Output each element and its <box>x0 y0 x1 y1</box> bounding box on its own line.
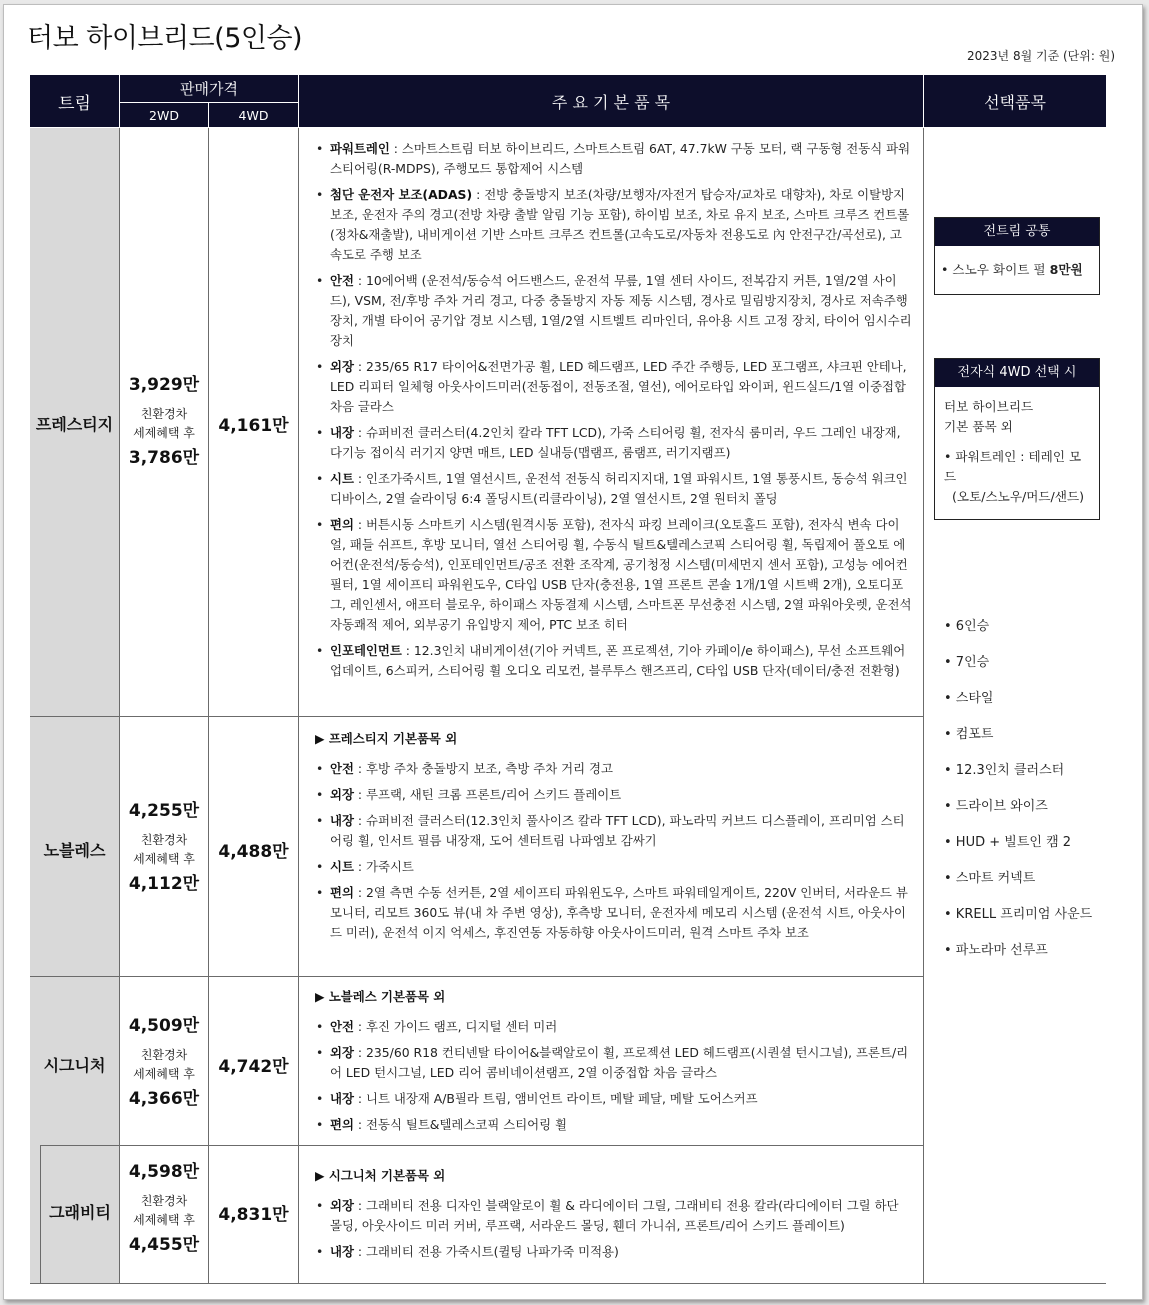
features-noblesse: ▶ 프레스티지 기본품목 외 • 안전 : 후방 주차 충돌방지 보조, 측방 주차 거리 경고 • 외장 : 루프랙, 새틴 크롬 프론트/리어 스키드 플레이트 • 내장 : 슈퍼비전 클러스터(12.3인치 풀사이즈 칼라 TFT LCD), 파노라믹 커브드 디스플레이, 프리미엄 스티어링 휠, 인서트 필름 내장재, 도어 센터트림 나파엠보 감싸기 • 시트 : 가죽시트 • 편의 : 2열 측면 수동 선커튼, 2열 세이프티 파워윈도우, 스마트 파워테일게이트, 220V 인버터, 서라운드 뷰 모니터, 리모트 360도 뷰(내 차 주변 영상), 후측방 모니터, 운전자세 메모리 시스템 (운전석 시트, 아웃사이드 미러), 운전석 이지 억세스, 후진연동 자동하향 아웃사이드미러, 원격 스마트 주차 보조 <box>301 729 913 949</box>
feature-item: • 외장 : 235/60 R18 컨티넨탈 타이어&블랙알로이 휠, 프로젝션 LED 헤드램프(시퀀셜 턴시그널), 프론트/리어 LED 턴시그널, LED 리어 콤비네이션램프, 2열 이중접합 차음 글라스 <box>301 1043 913 1083</box>
header-4wd: 4WD <box>209 103 298 127</box>
header-price: 판매가격 <box>120 75 298 102</box>
feature-item: • 시트 : 인조가죽시트, 1열 열선시트, 운전석 전동식 허리지지대, 1열 파워시트, 1열 통풍시트, 동승석 워크인 디바이스, 2열 슬라이딩 6:4 폴딩시트(리클라이닝), 2열 열선시트, 2열 원터치 폴딩 <box>301 469 913 509</box>
feature-item: • 외장 : 235/65 R17 타이어&전면가공 휠, LED 헤드램프, LED 주간 주행등, LED 포그램프, 샤크핀 안테나, LED 리피터 일체형 아웃사이드미러(전동접이, 전동조절, 열선), 에어로타입 와이퍼, 윈드실드/1열 이중접합 차음 글라스 <box>301 357 913 417</box>
option-item: • 스마트 커넥트 <box>944 871 1036 886</box>
header-features: 주 요 기 본 품 목 <box>299 75 923 127</box>
feature-item: • 내장 : 슈퍼비전 클러스터(4.2인치 칼라 TFT LCD), 가죽 스티어링 휠, 전자식 룸미러, 우드 그레인 내장재, 다기능 접이식 러기지 양면 매트, LED 실내등(맵램프, 룸램프, 러기지램프) <box>301 423 913 463</box>
price-2wd-noblesse: 4,255만 친환경차 세제혜택 후 4,112만 <box>128 801 200 894</box>
feature-item: • 첨단 운전자 보조(ADAS) : 전방 충돌방지 보조(차량/보행자/자전거 탑승자/교차로 대향차), 차로 이탈방지 보조, 운전자 주의 경고(전방 차량 출발 알림 기능 포함), 하이빔 보조, 차로 유지 보조, 스마트 크루즈 컨트롤(정차&재출발), 내비게이션 기반 스마트 크루즈 컨트롤(고속도로/자동차 전용도로 內 안전구간/곡선로), 고속도로 주행 보조 <box>301 185 913 265</box>
features-gravity: ▶ 시그니처 기본품목 외 • 외장 : 그래비티 전용 디자인 블랙알로이 휠 & 라디에이터 그릴, 그래비티 전용 칼라(라디에이터 그릴 하단 몰딩, 아웃사이드 미러 커버, 루프랙, 서라운드 몰딩, 휀더 가니쉬, 프론트/리어 스키드 플레이트) • 내장 : 그래비티 전용 가죽시트(퀼팅 나파가죽 미적용) <box>301 1166 913 1268</box>
page-title: 터보 하이브리드(5인승) <box>27 23 303 54</box>
price-2wd-signature: 4,509만 친환경차 세제혜택 후 4,366만 <box>128 1016 200 1109</box>
trim-name-prestige: 프레스티지 <box>35 415 114 434</box>
features-signature: ▶ 노블레스 기본품목 외 • 안전 : 후진 가이드 램프, 디지털 센터 미러 • 외장 : 235/60 R18 컨티넨탈 타이어&블랙알로이 휠, 프로젝션 LED 헤드램프(시퀀셜 턴시그널), 프론트/리어 LED 턴시그널, LED 리어 콤비네이션램프, 2열 이중접합 차음 글라스 • 내장 : 니트 내장재 A/B필라 트림, 앰비언트 라이트, 메탈 페달, 메탈 도어스커프 • 편의 : 전동식 틸트&텔레스코픽 스티어링 휠 <box>301 987 913 1141</box>
option-item: • 7인승 <box>944 655 990 670</box>
feature-item: • 편의 : 2열 측면 수동 선커튼, 2열 세이프티 파워윈도우, 스마트 파워테일게이트, 220V 인버터, 서라운드 뷰 모니터, 리모트 360도 뷰(내 차 주변 영상), 후측방 모니터, 운전자세 메모리 시스템 (운전석 시트, 아웃사이드 미러), 운전석 이지 억세스, 후진연동 자동하향 아웃사이드미러, 원격 스마트 주차 보조 <box>301 883 913 943</box>
price-2wd-gravity: 4,598만 친환경차 세제혜택 후 4,455만 <box>128 1162 200 1255</box>
header-trim: 트림 <box>30 75 119 127</box>
feature-item: • 편의 : 버튼시동 스마트키 시스템(원격시동 포함), 전자식 파킹 브레이크(오토홀드 포함), 전자식 변속 다이얼, 패들 쉬프트, 후방 모니터, 열선 스티어링 휠, 수동식 틸트&텔레스코픽 스티어링 휠, 독립제어 풀오토 에어컨(운전석/동승석), 인포테인먼트/공조 전환 조작계, 공기청정 시스템(미세먼지 센서 포함), 고성능 에어컨 필터, 1열 세이프티 파워윈도우, C타입 USB 단자(충전용, 1열 프론트 콘솔 1개/1열 시트백 2개), 오토디포그, 레인센서, 애프터 블로우, 하이패스 자동결제 시스템, 스마트폰 무선충전 시스템, 2열 파워아웃렛, 운전석 자동쾌적 제어, 외부공기 유입방지 제어, PTC 보조 히터 <box>301 515 913 635</box>
trim-name-gravity: 그래비티 <box>49 1203 111 1222</box>
date-basis: 2023년 8월 기준 (단위: 원) <box>967 49 1115 63</box>
header-options: 선택품목 <box>924 75 1106 127</box>
option-item: • 스타일 <box>944 691 994 706</box>
option-item: • HUD + 빌트인 캠 2 <box>944 835 1072 850</box>
feature-item: • 안전 : 후진 가이드 램프, 디지털 센터 미러 <box>301 1017 913 1037</box>
price-2wd-prestige: 3,929만 친환경차 세제혜택 후 3,786만 <box>128 375 200 468</box>
option-item: • KRELL 프리미엄 사운드 <box>944 907 1093 922</box>
option-item: • 12.3인치 클러스터 <box>944 763 1065 778</box>
trim-name-signature: 시그니처 <box>43 1056 106 1075</box>
trim-column <box>30 128 119 1283</box>
feature-item: • 외장 : 그래비티 전용 디자인 블랙알로이 휠 & 라디에이터 그릴, 그래비티 전용 칼라(라디에이터 그릴 하단 몰딩, 아웃사이드 미러 커버, 루프랙, 서라운드 몰딩, 휀더 가니쉬, 프론트/리어 스키드 플레이트) <box>301 1196 913 1236</box>
feature-item: • 외장 : 루프랙, 새틴 크롬 프론트/리어 스키드 플레이트 <box>301 785 913 805</box>
feature-item: • 안전 : 10에어백 (운전석/동승석 어드밴스드, 운전석 무릎, 1열 센터 사이드, 전복감지 커튼, 1열/2열 사이드), VSM, 전/후방 주차 거리 경고, 다중 충돌방지 자동 제동 시스템, 경사로 밀림방지장치, 경사로 저속주행장치, 개별 타이어 공기압 경보 시스템, 1열/2열 시트벨트 리마인더, 유아용 시트 고정 장치, 타이어 임시수리장치 <box>301 271 913 351</box>
feature-item: • 파워트레인 : 스마트스트림 터보 하이브리드, 스마트스트림 6AT, 47.7kW 구동 모터, 랙 구동형 전동식 파워스티어링(R-MDPS), 주행모드 통합제어 시스템 <box>301 139 913 179</box>
features-prestige <box>301 139 913 687</box>
price-4wd-prestige: 4,161만 <box>218 416 289 436</box>
option-item: • 드라이브 와이즈 <box>944 799 1048 814</box>
price-4wd-signature: 4,742만 <box>218 1057 289 1077</box>
price-4wd-gravity: 4,831만 <box>218 1205 289 1225</box>
option-list <box>944 616 1092 976</box>
header-2wd: 2WD <box>120 103 208 127</box>
price-4wd-noblesse: 4,488만 <box>218 842 289 862</box>
feature-item: • 편의 : 전동식 틸트&텔레스코픽 스티어링 휠 <box>301 1115 913 1135</box>
feature-item: • 내장 : 니트 내장재 A/B필라 트림, 앰비언트 라이트, 메탈 페달, 메탈 도어스커프 <box>301 1089 913 1109</box>
option-item: • 컴포트 <box>944 727 994 742</box>
option-box-4wd: 전자식 4WD 선택 시 터보 하이브리드 기본 품목 외 • 파워트레인 : 테레인 모드 (오토/스노우/머드/샌드) <box>934 358 1100 520</box>
option-box-title: 전트림 공통 <box>935 218 1099 246</box>
trim-name-noblesse: 노블레스 <box>43 841 106 860</box>
feature-item: • 내장 : 슈퍼비전 클러스터(12.3인치 풀사이즈 칼라 TFT LCD), 파노라믹 커브드 디스플레이, 프리미엄 스티어링 휠, 인서트 필름 내장재, 도어 센터트림 나파엠보 감싸기 <box>301 811 913 851</box>
feature-item: • 시트 : 가죽시트 <box>301 857 913 877</box>
feature-item: • 안전 : 후방 주차 충돌방지 보조, 측방 주차 거리 경고 <box>301 759 913 779</box>
option-box-all-trims: 전트림 공통 • 스노우 화이트 펄 8만원 <box>934 217 1100 295</box>
option-item: • 6인승 <box>944 619 990 634</box>
option-box-title: 전자식 4WD 선택 시 <box>935 359 1099 387</box>
feature-item: • 인포테인먼트 : 12.3인치 내비게이션(기아 커넥트, 폰 프로젝션, 기아 카페이/e 하이패스), 무선 소프트웨어 업데이트, 6스피커, 스티어링 휠 오디오 리모컨, 블루투스 핸즈프리, C타입 USB 단자(데이터/충전 전환형) <box>301 641 913 681</box>
option-item: • 파노라마 선루프 <box>944 943 1048 958</box>
feature-item: • 내장 : 그래비티 전용 가죽시트(퀼팅 나파가죽 미적용) <box>301 1242 913 1262</box>
